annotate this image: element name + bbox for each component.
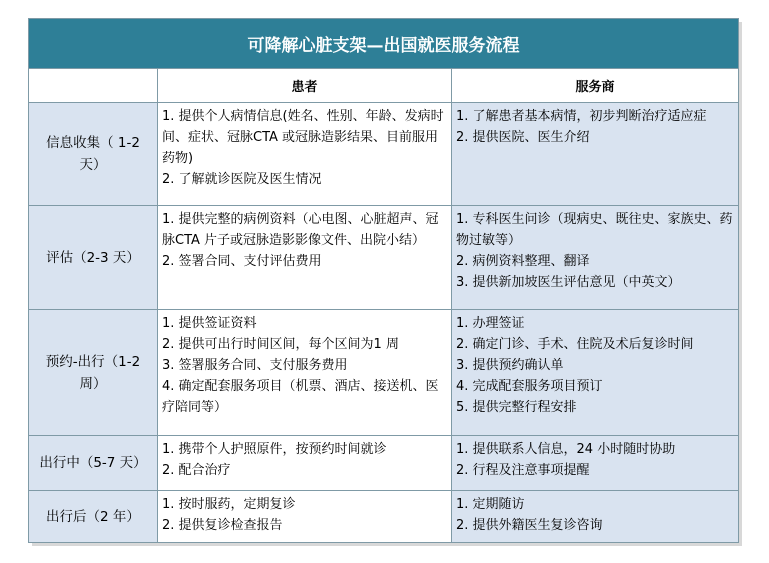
list-item: 2. 病例资料整理、翻译 — [456, 254, 590, 269]
patient-cell — [158, 206, 452, 310]
table-row — [29, 103, 739, 206]
list-item: 1. 按时服药，定期复诊 — [162, 497, 296, 512]
list-item: 2. 提供外籍医生复诊咨询 — [456, 518, 603, 533]
header-patient: 患者 — [158, 69, 452, 103]
patient-cell — [158, 310, 452, 436]
header-provider: 服务商 — [452, 69, 739, 103]
provider-cell — [452, 103, 739, 206]
table-title: 可降解心脏支架—出国就医服务流程 — [29, 19, 739, 69]
stage-cell: 出行中（5-7 天） — [29, 436, 158, 491]
list-item: 1. 提供联系人信息，24 小时随时协助 — [456, 442, 676, 457]
provider-cell — [452, 436, 739, 491]
header-stage — [29, 69, 158, 103]
list-item: 1. 了解患者基本病情，初步判断治疗适应症 — [456, 109, 707, 124]
list-item: 1. 携带个人护照原件，按预约时间就诊 — [162, 442, 387, 457]
provider-cell — [452, 310, 739, 436]
list-item: 2. 配合治疗 — [162, 463, 231, 478]
stage-cell: 信息收集（ 1-2 天） — [29, 103, 158, 206]
list-item: 1. 办理签证 — [456, 316, 525, 331]
provider-cell — [452, 206, 739, 310]
list-item: 1. 提供签证资料 — [162, 316, 257, 331]
list-item: 3. 签署服务合同、支付服务费用 — [162, 358, 348, 373]
table-row — [29, 206, 739, 310]
list-item: 2. 行程及注意事项提醒 — [456, 463, 590, 478]
service-process-table — [28, 18, 739, 543]
list-item: 1. 提供个人病情信息(姓名、性别、年龄、发病时间、症状、冠脉CTA 或冠脉造影结果、目前服用药物) — [162, 109, 444, 166]
table-row — [29, 491, 739, 543]
table-row — [29, 436, 739, 491]
list-item: 2. 提供复诊检查报告 — [162, 518, 283, 533]
provider-cell — [452, 491, 739, 543]
patient-cell — [158, 103, 452, 206]
table-row — [29, 310, 739, 436]
list-item: 4. 确定配套服务项目（机票、酒店、接送机、医疗陪同等） — [162, 379, 439, 415]
patient-cell — [158, 436, 452, 491]
list-item: 1. 专科医生问诊（现病史、既往史、家族史、药物过敏等） — [456, 212, 733, 248]
list-item: 2. 签署合同、支付评估费用 — [162, 254, 322, 269]
stage-cell: 出行后（2 年） — [29, 491, 158, 543]
list-item: 1. 定期随访 — [456, 497, 525, 512]
list-item: 5. 提供完整行程安排 — [456, 400, 577, 415]
stage-cell: 预约-出行（1-2 周） — [29, 310, 158, 436]
list-item: 2. 提供可出行时间区间，每个区间为1 周 — [162, 337, 399, 352]
list-item: 2. 提供医院、医生介绍 — [456, 130, 590, 145]
list-item: 3. 提供新加坡医生评估意见（中英文） — [456, 275, 681, 290]
list-item: 2. 确定门诊、手术、住院及术后复诊时间 — [456, 337, 694, 352]
list-item: 1. 提供完整的病例资料（心电图、心脏超声、冠脉CTA 片子或冠脉造影影像文件、出院小结） — [162, 212, 439, 248]
list-item: 4. 完成配套服务项目预订 — [456, 379, 603, 394]
list-item: 3. 提供预约确认单 — [456, 358, 564, 373]
stage-cell: 评估（2-3 天） — [29, 206, 158, 310]
patient-cell — [158, 491, 452, 543]
list-item: 2. 了解就诊医院及医生情况 — [162, 172, 322, 187]
